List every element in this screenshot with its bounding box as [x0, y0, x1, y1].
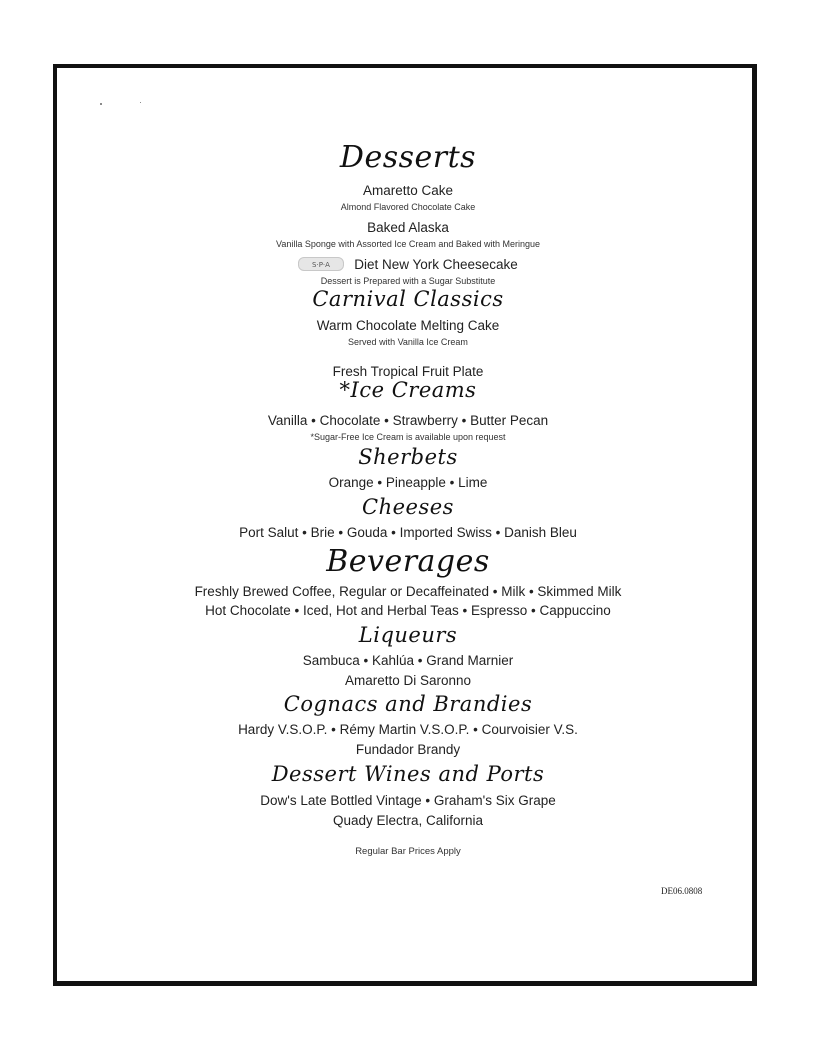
beverage-line: Hot Chocolate • Iced, Hot and Herbal Teas • Espresso • Cappuccino — [205, 603, 611, 618]
menu-item-desc: Almond Flavored Chocolate Cake — [340, 202, 476, 212]
spa-logo-icon — [298, 257, 344, 271]
menu-item-name: Amaretto Cake — [362, 183, 454, 198]
sherbets-heading: Sherbets — [358, 445, 458, 469]
cognac-line: Fundador Brandy — [355, 742, 461, 757]
ice-creams-heading: *Ice Creams — [339, 378, 477, 402]
menu-item-name: Fresh Tropical Fruit Plate — [332, 364, 484, 379]
menu-item-spa — [0, 257, 816, 272]
speck-mark — [140, 102, 141, 103]
cheeses-heading: Cheeses — [362, 495, 454, 519]
menu-item-name: Diet New York Cheesecake — [354, 257, 518, 272]
wine-line: Dow's Late Bottled Vintage • Graham's Six Grape — [260, 793, 556, 808]
ice-cream-list: Vanilla • Chocolate • Strawberry • Butter Pecan — [267, 413, 549, 428]
cognacs-heading: Cognacs and Brandies — [283, 692, 533, 716]
liqueurs-heading: Liqueurs — [358, 623, 458, 647]
menu-item-desc: Dessert is Prepared with a Sugar Substitute — [320, 276, 496, 286]
menu-item-desc: Vanilla Sponge with Assorted Ice Cream and Baked with Meringue — [276, 239, 540, 249]
desserts-heading: Desserts — [339, 140, 477, 175]
speck-mark — [100, 103, 102, 105]
menu-item-name: Baked Alaska — [367, 220, 449, 235]
menu-code: DE06.0808 — [661, 886, 703, 896]
liqueur-line: Amaretto Di Saronno — [344, 673, 472, 688]
sherbet-list: Orange • Pineapple • Lime — [328, 475, 488, 490]
menu-item-name: Warm Chocolate Melting Cake — [316, 318, 500, 333]
wine-line: Quady Electra, California — [332, 813, 484, 828]
beverages-heading: Beverages — [326, 544, 490, 579]
ice-cream-note: *Sugar-Free Ice Cream is available upon request — [310, 432, 506, 442]
cognac-line: Hardy V.S.O.P. • Rémy Martin V.S.O.P. • Courvoisier V.S. — [238, 722, 578, 737]
dessert-wines-heading: Dessert Wines and Ports — [271, 762, 545, 786]
spa-logo-text: S·P·A — [312, 261, 331, 270]
carnival-classics-heading: Carnival Classics — [312, 287, 504, 311]
cheese-list: Port Salut • Brie • Gouda • Imported Swiss • Danish Bleu — [239, 525, 577, 540]
menu-item-desc: Served with Vanilla Ice Cream — [348, 337, 468, 347]
beverage-line: Freshly Brewed Coffee, Regular or Decaffeinated • Milk • Skimmed Milk — [194, 584, 622, 599]
liqueur-line: Sambuca • Kahlúa • Grand Marnier — [302, 653, 514, 668]
bar-prices-note: Regular Bar Prices Apply — [355, 846, 461, 857]
